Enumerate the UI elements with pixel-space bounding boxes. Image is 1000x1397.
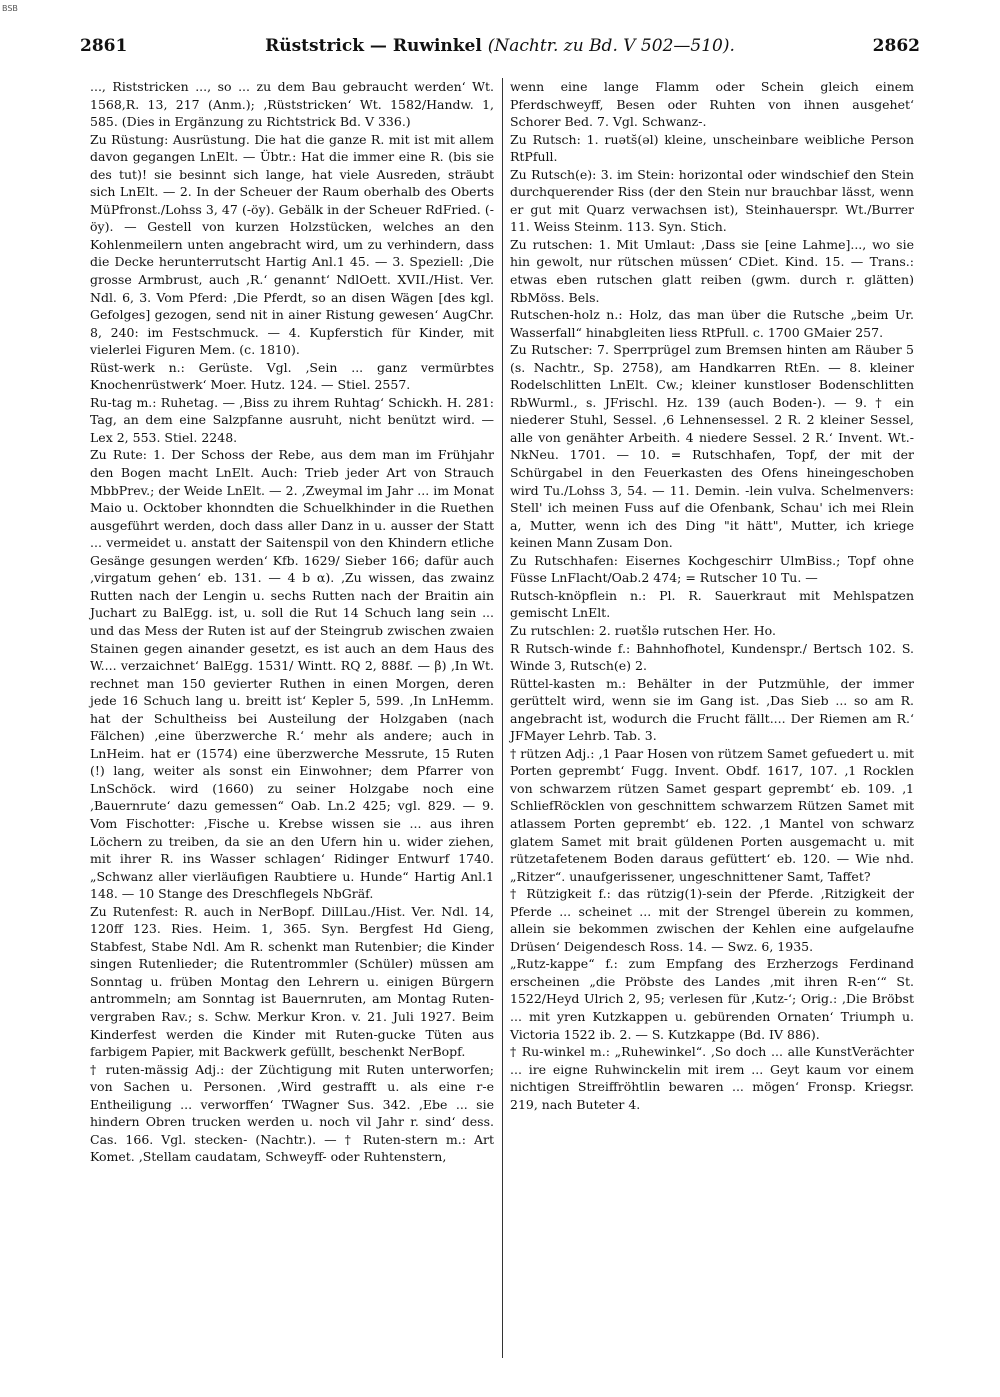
entry-paragraph: Rutschen-holz n.: Holz, das man über die Rutsche „beim Ur. Wasserfall“ hinabgleiten liess RtPfull. c. 1700 GMaier 257. bbox=[510, 307, 914, 340]
running-head-title: Rüststrick — Ruwinkel bbox=[265, 36, 482, 56]
entry-paragraph: † ruten-mässig Adj.: der Züchtigung mit Ruten unterworfen; von Sachen u. Personen. ‚Wird gestrafft u. als eine r-e Entheiligung ... verworffen‘ TWagner Sus. 342. ‚Ebe ... sie hindern Obren trucken werden u. noch vil Jahr r. sind‘ dess. Cas. 166. Vgl. stecken- (Nachtr.). — † Ruten-stern m.: Art Komet. ‚Stellam caudatam, Schweyff- oder Ruhtenstern, bbox=[90, 1061, 494, 1165]
entry-paragraph: Zu rutschen: 1. Mit Umlaut: ‚Dass sie [eine Lahme]..., wo sie hin gewolt, nur rütschen müssen‘ CDiet. Kind. 15. — Trans.: etwas eben rutschen glatt reiben (gwm. durch r. glätten) RbMöss. Bels. bbox=[510, 236, 914, 305]
column-divider bbox=[502, 78, 503, 1358]
entry-paragraph: Zu Rüstung: Ausrüstung. Die hat die ganze R. mit ist mit allem davon gegangen LnElt. — Übtr.: Hat die immer eine R. (bis sie des tut)! sie besinnt sich lange, hat viele Ausreden, sträubt sich LnElt. — 2. In der Scheuer der Raum oberhalb des Oberts MüPfronst./Lohss 3, 47 (-öy). Gebälk in der Scheuer RdFried. (-öy). — Gestell von kurzen Holzstücken, welches an den Kohlenmeilern unten angebracht wird, um zu verhindern, dass die Decke herunterrutscht Hartig Anl.1 45. — 3. Speziell: ‚Die grosse Armbrust, auch ‚R.‘ genannt‘ NdlOett. XVII./Hist. Ver. Ndl. 6, 3. Vom Pferd: ‚Die Pferdt, so an disen Wägen [des kgl. Gefolges] gezogen, send nit in ainer Ristung gewesen‘ AugChr. 8, 240: im Festschmuck. — 4. Kupferstich für Kinder, mit vielerlei Figuren Mem. (c. 1810). bbox=[90, 131, 494, 358]
left-column-number: 2861 bbox=[80, 36, 128, 56]
entry-paragraph: Rüttel-kasten m.: Behälter in der Putzmühle, der immer gerüttelt wird, wenn sie im Gang ist. ‚Das Sieb ... so am R. angebracht ist, wodurch die Frucht fällt.... Der Riemen am R.‘ JFMayer Lehrb. Tab. 3. bbox=[510, 675, 914, 744]
entry-paragraph: Rüst-werk n.: Gerüste. Vgl. ‚Sein ... ganz vermürbtes Knochenrüstwerk‘ Moer. Hutz. 124. — Stiel. 2557. bbox=[90, 359, 494, 393]
entry-paragraph: † Ru-winkel m.: „Ruhewinkel“. ‚So doch ... alle KunstVerächter ... ire eigne Ruhwinckelin mit irem ... Geyt kaum vor einem nichtigen Streiffröhtlin bewaren ... mögen‘ Fronsp. Kriegsr. 219, nach Buteter 4. bbox=[510, 1044, 914, 1112]
entry-paragraph: R Rutsch-winde f.: Bahnhofhotel, Kundenspr./ Bertsch 102. S. Winde 3, Rutsch(e) 2. bbox=[510, 640, 914, 674]
entry-paragraph: wenn eine lange Flamm oder Schein gleich einem Pferdschweyff, Besen oder Ruhten von ihnen ausgehet‘ Schorer Bed. 7. Vgl. Schwanz-. bbox=[510, 79, 914, 130]
entry-paragraph: Rutsch-knöpflein n.: Pl. R. Sauerkraut mit Mehlspatzen gemischt LnElt. bbox=[510, 587, 914, 621]
running-head-subtitle: (Nachtr. zu Bd. V 502—510). bbox=[487, 36, 735, 56]
entry-paragraph: Zu Rutsch: 1. ruəts̆(əl) kleine, unscheinbare weibliche Person RtPfull. bbox=[510, 131, 914, 165]
entry-paragraph: Zu Rutscher: 7. Sperrprügel zum Bremsen hinten am Räuber 5 (s. Nachtr., Sp. 2758), am Handkarren RtEn. — 8. kleiner Rodelschlitten LnElt. Cw.; kleiner kunstloser Bodenschlitten RbWurml., s. JFrischl. Hz. 139 (auch Boden-). — 9. † ein niederer Stuhl, Sessel. ‚6 Lehnensessel. 2 R. 2 kleiner Sessel, alle von genähter Arbeith. 4 niedere Sessel. 2 R.‘ Invent. Wt.-NkNeu. 1701. — 10. = Rutschhafen, Topf, der mit der Schürgabel in den Feuerkasten des Ofens hineingeschoben wird Tu./Lohss 3, 54. — 11. Demin. -lein vulva. Schelmenvers: Stell' ich meinen Fuss auf die Ofenbank, Schau' ich mei Rlein a, Mutter, wenn ich des Ding "it hätt", Mutter, ich kriege keinen Mann Zusam Don. bbox=[510, 342, 914, 551]
entry-paragraph: Zu rutschlen: 2. ruətšlə rutschen Her. Ho. bbox=[510, 622, 776, 638]
entry-paragraph: Zu Rutsch(e): 3. im Stein: horizontal oder windschief den Stein durchquerender Riss (der den Stein nur brauchbar lässt, wenn er gut mit Quarz verwachsen ist), Steinhauerspr. Wt./Burrer 11. Weiss Steinm. 113. Syn. Stich. bbox=[510, 166, 914, 235]
page-header bbox=[80, 36, 920, 66]
running-head bbox=[80, 36, 920, 56]
entry-paragraph: † Rützigkeit f.: das rützig(1)-sein der Pferde. ‚Ritzigkeit der Pferde ... scheinet ... mit der Strengel überein zu kommen, allein sie bekommen zwischen der Kehlen eine aufgelaufne Drüsen‘ Deigendesch Ross. 14. — Swz. 6, 1935. bbox=[510, 886, 914, 954]
right-column bbox=[510, 78, 914, 1113]
entry-paragraph: Zu Rutenfest: R. auch in NerBopf. DillLau./Hist. Ver. Ndl. 14, 120ff 123. Ries. Heim. 1, 365. Syn. Bergfest Hd Gieng, Stabfest, Stabe Ndl. Am R. schenkt man Rutenbier; die Kinder singen Rutenlieder; die Rutentrommler (Schüler) müssen am Sonntag u. früben Montag den Lehrern u. einigen Bürgern antrommeln; am Sonntag ist Bauernruten, am Montag Ruten-vergraben Rav.; s. Schw. Merkur Kron. v. 21. Juli 1927. Beim Kinderfest werden die Kinder mit Ruten-gucke Tüten aus farbigem Papier, mit Backwerk gefüllt, beschenkt NerBopf. bbox=[90, 903, 494, 1060]
library-stamp: BSB bbox=[2, 4, 18, 13]
right-column-number: 2862 bbox=[872, 36, 920, 56]
entry-paragraph: † rützen Adj.: ‚1 Paar Hosen von rützem Samet gefuedert u. mit Porten geprembt‘ Fugg. Invent. Obdf. 1617, 107. ‚1 Rocklen von schwarzem rützen Samet gespart geprembt‘ eb. 109. ‚1 SchliefRöcklen von geschnittem schwarzem Rützen Samet mit atlassem Porten geprembt‘ eb. 122. ‚1 Mantel von schwarz glatem Samet mit brait güldenen Porten ausgemacht u. mit rützetafetenem Boden daraus gefüttert‘ eb. 120. — Wie nhd. „Ritzer“. unaufgerissener, ungeschnittener Samt, Taffet? bbox=[510, 745, 914, 884]
entry-paragraph: Zu Rute: 1. Der Schoss der Rebe, aus dem man im Frühjahr den Bogen macht LnElt. Auch: Trieb jeder Art von Strauch MbbPrev.; der Weide LnElt. — 2. ‚Zweymal im Jahr ... im Monat Maio u. Ocktober khonndten die Schuelkhinder in die Ruethen ausgeführt werden, doch dass aller Danz in u. ausser der Statt ... vermeidet u. anstatt der Saitenspil von den Khindern etliche Gesänge gesungen werden‘ Kfb. 1629/ Sieber 166; dafür auch ‚virgatum gehen‘ eb. 131. — 4 b α). ‚Zu wissen, das zwainz Rutten nach der Lengin u. sechs Rutten nach der Braitin ain Juchart zu BalEgg. ist, u. soll die Rut 14 Schuch lang sein ... und das Mess der Ruten ist auf der Steingrub zwischen zwaien Stainen gegen ainander gesetzt, es ist auch an dem Haus des W.... verzaichnet‘ BalEgg. 1531/ Wintt. RQ 2, 888f. — β) ‚In Wt. rechnet man 150 gevierter Ruthen in einen Morgen, deren jede 16 Schuch lang u. breitt ist‘ Kepler 5, 599. ‚In LnHemm. hat der Schultheiss bei Austeilung der Holzgaben (nach Fälchen) ‚eine überzwerche R.‘ mehr als andere; auch in LnHeim. hat er (1574) eine überzwerche Messrute, 15 Ruten (!) lang, weiter als sonst ein Einwohner; dem Pfarrer von LnSchöck. wird (1660) zu seiner Holzgabe noch eine ‚Bauernrute‘ dazu gemessen“ Oab. Ln.2 425; vgl. 829. — 9. Vom Fischotter: ‚Fische u. Krebse wissen sie ... aus ihren Löchern zu treiben, da sie an den Ufern hin u. wider ziehen, mit ihrer R. ins Wasser schlagen‘ Ridinger Entwurf 1740. „Schwanz aller vierläufigen Raubtiere u. Hunde“ Hartig Anl.1 148. — 10 Stange des Dreschflegels NbGräf. bbox=[90, 447, 494, 902]
entry-paragraph: Ru-tag m.: Ruhetag. — ‚Biss zu ihrem Ruhtag‘ Schickh. H. 281: Tag, an dem eine Salzpfanne ausruht, nicht benützt wird. — Lex 2, 553. Stiel. 2248. bbox=[90, 394, 494, 445]
left-column bbox=[90, 78, 494, 1166]
entry-paragraph: „Rutz-kappe“ f.: zum Empfang des Erzherzogs Ferdinand erscheinen „die Pröbste des Landes ‚mit ihren R-en‘“ St. 1522/Heyd Ulrich 2, 95; verlesen für ‚Kutz-‘; Orig.: ‚Die Bröbst ... mit yren Kutzkappen u. gebürenden Ornaten‘ Triumph u. Victoria 1522 ib. 2. — S. Kutzkappe (Bd. IV 886). bbox=[510, 956, 914, 1042]
entry-paragraph: Zu Rutschhafen: Eisernes Kochgeschirr UlmBiss.; Topf ohne Füsse LnFlacht/Oab.2 474; = Rutscher 10 Tu. — bbox=[510, 552, 914, 586]
entry-paragraph: ..., Riststricken ..., so ... zu dem Bau gebraucht werden‘ Wt. 1568,R. 13, 217 (Anm.); ‚Rüststricken‘ Wt. 1582/Handw. 1, 585. (Dies in Ergänzung zu Richtstrick Bd. V 336.) bbox=[90, 79, 494, 130]
